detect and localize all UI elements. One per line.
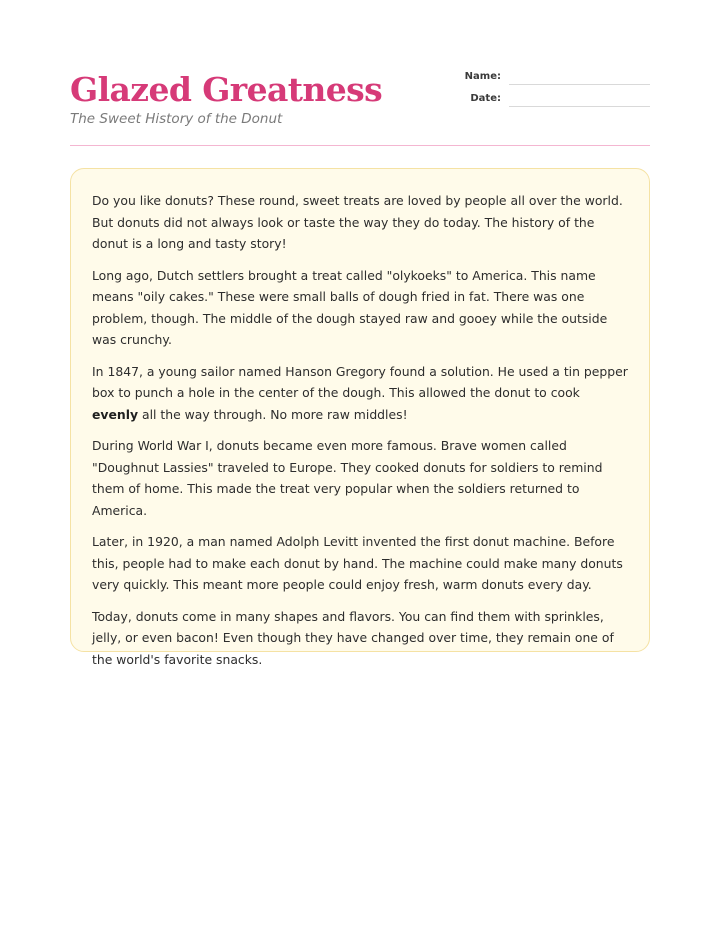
reading-passage	[70, 168, 650, 667]
passage-paragraph-2: Long ago, Dutch settlers brought a treat called "olykoeks" to America. This name means "oily cakes." These were small balls of dough fried in fat. There was one problem, though. The middle of the dough stayed raw and gooey while the outside was crunchy.	[92, 267, 608, 347]
header-divider	[70, 145, 650, 146]
worksheet-header	[70, 66, 650, 146]
paragraph-3-text-start: In 1847, a young sailor named Hanson Gregory found a solution. He used a tin pepper box to punch a hole in the center of the dough. This allowed the donut to cook	[92, 363, 628, 400]
name-write-line[interactable]	[509, 84, 650, 85]
date-field-row	[460, 92, 650, 114]
date-write-line[interactable]	[509, 106, 650, 107]
passage-paragraph-1: Do you like donuts? These round, sweet treats are loved by people all over the world. But donuts did not always look or taste the way they do today. The history of the donut is a long and tasty story!	[92, 193, 623, 251]
page-subtitle: The Sweet History of the Donut	[70, 111, 283, 127]
date-label: Date:	[470, 93, 501, 104]
vocabulary-word-evenly: evenly	[92, 406, 139, 422]
student-fields	[460, 70, 650, 114]
passage-paragraph-6: Today, donuts come in many shapes and flavors. You can find them with sprinkles, jelly, or even bacon! Even though they have changed over time, they remain one of the world's favorite snacks.	[92, 608, 614, 667]
name-label: Name:	[464, 71, 501, 82]
page-title: Glazed Greatness	[70, 70, 383, 109]
passage-paragraph-4: During World War I, donuts became even more famous. Brave women called "Doughnut Lassies" traveled to Europe. They cooked donuts for soldiers to remind them of home. This made the treat very popular when the soldiers returned to America.	[92, 438, 603, 518]
passage-paragraph-5: Later, in 1920, a man named Adolph Levitt invented the first donut machine. Before this, people had to make each donut by hand. The machine could make many donuts very quickly. This meant more people could enjoy fresh, warm donuts every day.	[92, 534, 623, 592]
passage-paragraph-3	[92, 361, 628, 426]
paragraph-3-text-end: all the way through. No more raw middles!	[138, 406, 408, 422]
name-field-row	[460, 70, 650, 92]
